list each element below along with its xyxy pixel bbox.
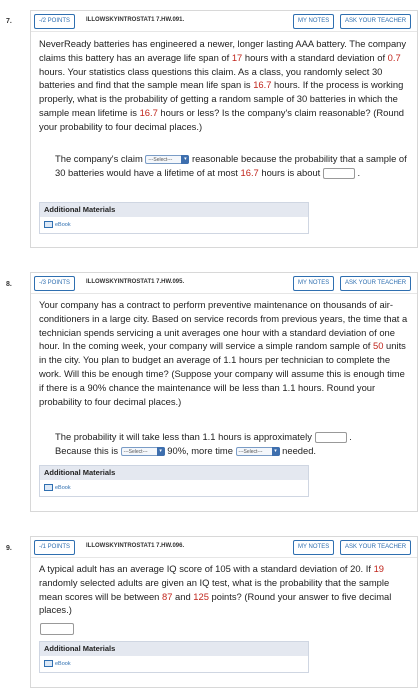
my-notes-button[interactable]: MY NOTES (293, 540, 334, 555)
comparison-select[interactable] (121, 447, 165, 456)
text-segment: NeverReady batteries has engineered a newer, longer lasting AAA battery. The company claims this battery has an average life span of (39, 38, 407, 63)
answer-area (55, 430, 411, 458)
highlight-value: 50 (373, 340, 384, 352)
chevron-down-icon: ▾ (157, 447, 165, 456)
question-code: ILLOWSKYINTROSTAT1 7.HW.091. (86, 17, 185, 23)
answer-input[interactable] (40, 623, 74, 635)
question-card (30, 272, 418, 512)
probability-input[interactable] (323, 168, 355, 179)
answer-text: Because this is (55, 444, 121, 456)
text-segment: points? (Round your answer to five decimal places.) (39, 590, 392, 616)
text-segment: hours or less? Is the company's claim reasonable? (Round your probability to four decimal places.) (39, 106, 404, 132)
answer-text: 90%, more time (164, 444, 236, 456)
question-text (39, 37, 411, 134)
answer-text: . (354, 166, 361, 178)
question-code: ILLOWSKYINTROSTAT1 7.HW.095. (86, 279, 185, 285)
question-code: ILLOWSKYINTROSTAT1 7.HW.096. (86, 543, 185, 549)
ebook-label: eBook (55, 221, 71, 228)
additional-materials (39, 465, 309, 497)
answer-text: needed. (279, 444, 317, 456)
text-segment: Your company has a contract to perform preventive maintenance on thousands of air-conditioners in a large city. Based on service records from previous years, the time that a technician spends servicing a unit averages one hour with a standard deviation of one hour. In the coming week, your company will service a simple random sample of (39, 299, 408, 352)
need-select[interactable] (236, 447, 280, 456)
additional-materials-heading: Additional Materials (40, 203, 308, 217)
highlight-value: 17 (231, 51, 243, 63)
additional-materials (39, 641, 309, 673)
answer-text: . (346, 431, 352, 442)
ebook-icon (44, 484, 53, 491)
answer-line-1 (55, 430, 411, 444)
answer-text: reasonable because the probability that a sample of 30 batteries would have a lifetime of at most (55, 153, 407, 178)
answer-text: hours is about (258, 166, 323, 178)
text-segment: A typical adult has an average IQ score of 105 with a standard deviation of 20. If (39, 563, 374, 574)
select-value: ---Select--- (148, 157, 173, 164)
chevron-down-icon: ▾ (181, 155, 189, 164)
claim-select[interactable] (145, 155, 189, 164)
text-segment: hours. Your statistics class questions this claim. As a class, you randomly select 30 batteries and find that the sample mean life span is (39, 65, 383, 91)
text-segment: units in the city. You plan to budget an average of 1.1 hours per technician to complete the work. Will this be enough time? (Suppose your company will assume this is enough time if there is a 90% chance the maintenance will be less than 1.1 hours. Round your probability to four decimal places.) (39, 340, 406, 407)
highlight-value: 87 (161, 590, 173, 602)
highlight-value: 19 (373, 563, 385, 574)
ebook-icon (44, 660, 53, 667)
points-badge: -/2 POINTS (34, 14, 75, 29)
text-segment: and (172, 590, 194, 602)
text-segment: hours with a standard deviation of (242, 51, 388, 63)
ebook-label: eBook (55, 660, 71, 667)
text-segment: hours. If the process is working properly, what is the probability of getting a random sample of 30 batteries in which the sample mean lifetime is (39, 79, 404, 118)
ebook-link[interactable] (44, 221, 71, 228)
points-badge: -/1 POINTS (34, 540, 75, 555)
additional-materials-heading: Additional Materials (40, 642, 308, 656)
question-header (31, 11, 417, 32)
additional-materials (39, 202, 309, 234)
answer-line-2 (55, 444, 411, 458)
probability-input[interactable] (315, 432, 347, 443)
ebook-label: eBook (55, 484, 71, 491)
highlight-value: 16.7 (139, 106, 158, 118)
question-number: 8. (6, 281, 12, 288)
question-header (31, 273, 417, 294)
question-number: 9. (6, 545, 12, 552)
question-card (30, 536, 418, 688)
ask-teacher-button[interactable]: ASK YOUR TEACHER (340, 14, 411, 29)
ask-teacher-button[interactable]: ASK YOUR TEACHER (340, 276, 411, 291)
highlight-value: 0.7 (387, 51, 401, 63)
answer-text: The company's claim (55, 153, 146, 164)
select-value: ---Select--- (238, 448, 263, 455)
points-badge: -/3 POINTS (34, 276, 75, 291)
question-card (30, 10, 418, 248)
highlight-value: 125 (193, 590, 209, 602)
ebook-link[interactable] (44, 484, 71, 491)
text-segment: randomly selected adults are given an IQ test, what is the probability that the sample mean scores will be between (39, 576, 390, 602)
my-notes-button[interactable]: MY NOTES (293, 276, 334, 291)
question-text (39, 298, 411, 408)
my-notes-button[interactable]: MY NOTES (293, 14, 334, 29)
ebook-link[interactable] (44, 660, 71, 667)
additional-materials-heading: Additional Materials (40, 466, 308, 480)
answer-text: The probability it will take less than 1.1 hours is approximately (55, 431, 315, 442)
question-header (31, 537, 417, 558)
select-value: ---Select--- (123, 448, 148, 455)
question-text (39, 562, 411, 617)
highlight-value: 16.7 (240, 166, 259, 178)
answer-area (55, 152, 411, 180)
question-number: 7. (6, 18, 12, 25)
ask-teacher-button[interactable]: ASK YOUR TEACHER (340, 540, 411, 555)
highlight-value: 16.7 (253, 79, 272, 91)
chevron-down-icon: ▾ (272, 447, 280, 456)
ebook-icon (44, 221, 53, 228)
